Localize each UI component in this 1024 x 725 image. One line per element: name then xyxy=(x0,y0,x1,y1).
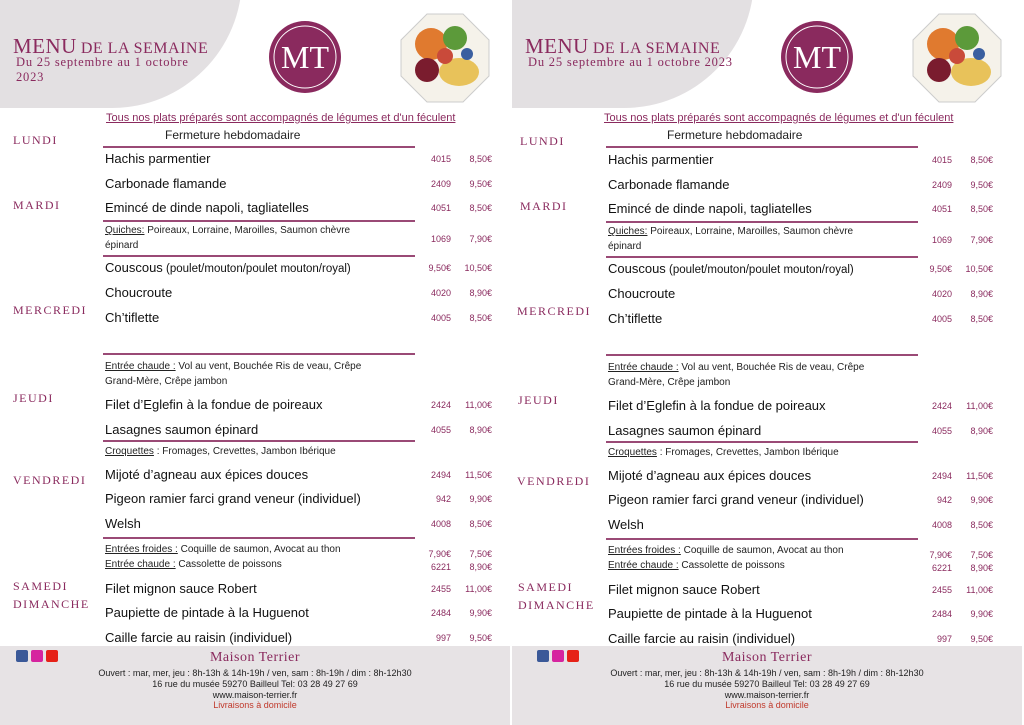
dish-price: 8,90€ xyxy=(970,563,993,573)
dish-price: 7,90€ xyxy=(469,234,492,244)
dish-price: 11,00€ xyxy=(966,585,993,595)
dish-name: Pigeon ramier farci grand veneur (individuel) xyxy=(608,492,864,507)
dish-name: Carbonade flamande xyxy=(105,176,227,191)
svg-text:MT: MT xyxy=(281,39,329,75)
svg-text:MT: MT xyxy=(793,39,841,75)
dish-code: 6221 xyxy=(430,562,451,572)
closure-text: Fermeture hebdomadaire xyxy=(667,128,803,142)
dish-code: 4008 xyxy=(931,520,952,530)
dish-price-large: 10,50€ xyxy=(965,264,993,274)
dish-code: 6221 xyxy=(931,563,952,573)
divider xyxy=(103,353,415,355)
footer-hours: Ouvert : mar, mer, jeu : 8h-13h & 14h-19h / ven, sam : 8h-19h / dim : 8h-12h30 xyxy=(610,668,924,678)
dish-code: 997 xyxy=(936,634,952,644)
menu-dates: Du 25 septembre au 1 octobre 2023 xyxy=(528,55,733,69)
dish-price: 8,90€ xyxy=(469,425,492,435)
dish-quiches: Quiches: Poireaux, Lorraine, Maroilles, Saumon chèvre épinard xyxy=(608,226,854,252)
dish-price: 8,50€ xyxy=(469,519,492,529)
menu-dates: Du 25 septembre au 1 octobre 2023 xyxy=(16,55,189,84)
dish-name: Mijoté d’agneau aux épices douces xyxy=(608,468,812,483)
dish-price: 9,50€ xyxy=(970,180,993,190)
dish-price: 11,00€ xyxy=(465,400,492,410)
footer-website[interactable]: www.maison-terrier.fr xyxy=(724,690,810,700)
divider xyxy=(103,255,415,257)
day-samedi: SAMEDI xyxy=(13,579,69,593)
dish-code: 4051 xyxy=(430,203,451,213)
dish-price: 9,90€ xyxy=(970,495,993,505)
divider xyxy=(606,354,918,356)
divider xyxy=(103,146,415,148)
dish-croquettes: Croquettes : Fromages, Crevettes, Jambon Ibérique xyxy=(105,446,336,457)
menu-note: Tous nos plats préparés sont accompagnés de légumes et d'un féculent xyxy=(604,112,954,124)
day-mardi: MARDI xyxy=(13,198,61,212)
dish-code: 2494 xyxy=(931,471,952,481)
dish-price-small: 9,50€ xyxy=(929,264,952,274)
dish-name: Welsh xyxy=(105,516,141,531)
dish-price: 8,90€ xyxy=(469,562,492,572)
dish-code: 4008 xyxy=(430,519,451,529)
dish-price-small: 7,90€ xyxy=(929,550,952,560)
dish-price-small: 7,90€ xyxy=(428,549,451,559)
dish-name: Carbonade flamande xyxy=(608,177,730,192)
dish-code: 4020 xyxy=(430,288,451,298)
divider xyxy=(103,220,415,222)
dish-code: 4055 xyxy=(430,425,451,435)
dish-price: 9,50€ xyxy=(469,633,492,643)
divider xyxy=(606,256,918,258)
dish-price: 8,50€ xyxy=(469,203,492,213)
dish-price: 8,50€ xyxy=(970,155,993,165)
menu-title: MENU DE LA SEMAINE xyxy=(13,34,209,58)
day-samedi: SAMEDI xyxy=(518,580,574,594)
dish-name: Welsh xyxy=(608,517,644,532)
menu-panel-right xyxy=(512,0,1022,725)
dish-price: 8,50€ xyxy=(970,520,993,530)
day-lundi: LUNDI xyxy=(520,134,565,148)
dish-price-large: 7,50€ xyxy=(970,550,993,560)
dish-name: Paupiette de pintade à la Huguenot xyxy=(608,606,812,621)
maison-terrier-logo xyxy=(268,20,342,94)
divider xyxy=(103,537,415,539)
dish-entrees-froides: Entrées froides : Coquille de saumon, Avocat au thon xyxy=(608,545,844,556)
footer-address: 16 rue du musée 59270 Bailleul Tel: 03 28 49 27 69 xyxy=(664,679,870,689)
menu-panel-left xyxy=(0,0,510,725)
day-vendredi: VENDREDI xyxy=(517,474,591,488)
dish-price: 9,50€ xyxy=(469,179,492,189)
dish-name: Choucroute xyxy=(608,286,676,301)
footer-website[interactable]: www.maison-terrier.fr xyxy=(212,690,298,700)
dish-code: 942 xyxy=(435,494,451,504)
dish-name: Emincé de dinde napoli, tagliatelles xyxy=(608,201,812,216)
dish-price: 8,50€ xyxy=(970,204,993,214)
dish-code: 1069 xyxy=(430,234,451,244)
day-jeudi: JEUDI xyxy=(518,393,559,407)
dish-entree-chaude-2: Entrée chaude : Cassolette de poissons xyxy=(105,559,282,570)
dish-name: Lasagnes saumon épinard xyxy=(105,422,259,437)
dish-code: 4015 xyxy=(430,154,451,164)
dish-code: 2409 xyxy=(931,180,952,190)
dish-entrees-froides: Entrées froides : Coquille de saumon, Avocat au thon xyxy=(105,544,341,555)
divider xyxy=(103,440,415,442)
day-dimanche: DIMANCHE xyxy=(518,598,595,612)
dish-code: 4005 xyxy=(931,314,952,324)
dish-name: Filet mignon sauce Robert xyxy=(105,581,257,596)
dish-code: 942 xyxy=(936,495,952,505)
dish-price: 9,50€ xyxy=(970,634,993,644)
dish-price: 8,50€ xyxy=(469,313,492,323)
dish-entree-chaude: Entrée chaude : Vol au vent, Bouchée Ris de veau, Crêpe Grand-Mère, Crêpe jambon xyxy=(608,362,865,388)
closure-text: Fermeture hebdomadaire xyxy=(165,128,301,142)
footer-delivery: Livraisons à domicile xyxy=(213,700,297,710)
dish-code: 2424 xyxy=(931,401,952,411)
food-platter-image xyxy=(397,10,493,106)
dish-quiches: Quiches: Poireaux, Lorraine, Maroilles, Saumon chèvre épinard xyxy=(105,225,351,251)
dish-price-large: 10,50€ xyxy=(464,263,492,273)
dish-price: 11,50€ xyxy=(465,470,492,480)
dish-price: 11,00€ xyxy=(966,401,993,411)
dish-code: 4051 xyxy=(931,204,952,214)
dish-price: 11,50€ xyxy=(966,471,993,481)
dish-code: 2424 xyxy=(430,400,451,410)
dish-code: 997 xyxy=(435,633,451,643)
maison-terrier-logo xyxy=(780,20,854,94)
dish-price: 9,90€ xyxy=(469,608,492,618)
footer-hours: Ouvert : mar, mer, jeu : 8h-13h & 14h-19h / ven, sam : 8h-19h / dim : 8h-12h30 xyxy=(98,668,412,678)
dish-name: Caille farcie au raisin (individuel) xyxy=(105,630,293,645)
day-dimanche: DIMANCHE xyxy=(13,597,90,611)
footer-delivery: Livraisons à domicile xyxy=(725,700,809,710)
dish-price: 9,90€ xyxy=(970,609,993,619)
dish-price-small: 9,50€ xyxy=(428,263,451,273)
dish-name: Filet d’Eglefin à la fondue de poireaux xyxy=(608,398,826,413)
divider xyxy=(606,221,918,223)
dish-code: 2484 xyxy=(931,609,952,619)
dish-name: Paupiette de pintade à la Huguenot xyxy=(105,605,309,620)
dish-code: 1069 xyxy=(931,235,952,245)
dish-name: Hachis parmentier xyxy=(105,151,211,166)
dish-code: 2455 xyxy=(931,585,952,595)
day-mercredi: MERCREDI xyxy=(13,303,88,317)
dish-name: Hachis parmentier xyxy=(608,152,714,167)
dish-price: 7,90€ xyxy=(970,235,993,245)
dish-code: 2494 xyxy=(430,470,451,480)
dish-code: 4055 xyxy=(931,426,952,436)
dish-code: 4020 xyxy=(931,289,952,299)
dish-name: Caille farcie au raisin (individuel) xyxy=(608,631,796,646)
dish-name: Choucroute xyxy=(105,285,173,300)
footer-address: 16 rue du musée 59270 Bailleul Tel: 03 28 49 27 69 xyxy=(152,679,358,689)
dish-name: Pigeon ramier farci grand veneur (individuel) xyxy=(105,491,361,506)
dish-code: 4015 xyxy=(931,155,952,165)
dish-price: 8,90€ xyxy=(469,288,492,298)
dish-couscous: Couscous (poulet/mouton/poulet mouton/royal) xyxy=(105,260,351,275)
day-mercredi: MERCREDI xyxy=(517,304,592,318)
footer-brand: Maison Terrier xyxy=(209,650,301,665)
divider xyxy=(606,441,918,443)
dish-croquettes: Croquettes : Fromages, Crevettes, Jambon Ibérique xyxy=(608,447,839,458)
dish-name: Filet d’Eglefin à la fondue de poireaux xyxy=(105,397,323,412)
dish-code: 2484 xyxy=(430,608,451,618)
dish-price: 8,50€ xyxy=(970,314,993,324)
dish-price: 8,90€ xyxy=(970,289,993,299)
dish-entree-chaude-2: Entrée chaude : Cassolette de poissons xyxy=(608,560,785,571)
divider xyxy=(606,538,918,540)
dish-price: 8,50€ xyxy=(469,154,492,164)
dish-code: 2409 xyxy=(430,179,451,189)
dish-price: 9,90€ xyxy=(469,494,492,504)
dish-name: Filet mignon sauce Robert xyxy=(608,582,760,597)
day-vendredi: VENDREDI xyxy=(13,473,87,487)
food-platter-image xyxy=(909,10,1005,106)
dish-name: Lasagnes saumon épinard xyxy=(608,423,762,438)
footer-brand: Maison Terrier xyxy=(721,650,813,665)
dish-name: Emincé de dinde napoli, tagliatelles xyxy=(105,200,309,215)
divider xyxy=(606,146,918,148)
menu-note: Tous nos plats préparés sont accompagnés de légumes et d'un féculent xyxy=(106,112,456,124)
dish-price-large: 7,50€ xyxy=(469,549,492,559)
dish-code: 4005 xyxy=(430,313,451,323)
dish-name: Ch’tiflette xyxy=(608,311,663,326)
dish-name: Mijoté d’agneau aux épices douces xyxy=(105,467,309,482)
dish-price: 11,00€ xyxy=(465,584,492,594)
day-mardi: MARDI xyxy=(520,199,568,213)
dish-code: 2455 xyxy=(430,584,451,594)
day-jeudi: JEUDI xyxy=(13,391,54,405)
day-lundi: LUNDI xyxy=(13,133,58,147)
menu-title: MENU DE LA SEMAINE xyxy=(525,34,721,58)
dish-name: Ch’tiflette xyxy=(105,310,160,325)
dish-price: 8,90€ xyxy=(970,426,993,436)
dish-entree-chaude: Entrée chaude : Vol au vent, Bouchée Ris de veau, Crêpe Grand-Mère, Crêpe jambon xyxy=(105,361,362,387)
dish-couscous: Couscous (poulet/mouton/poulet mouton/royal) xyxy=(608,261,854,276)
